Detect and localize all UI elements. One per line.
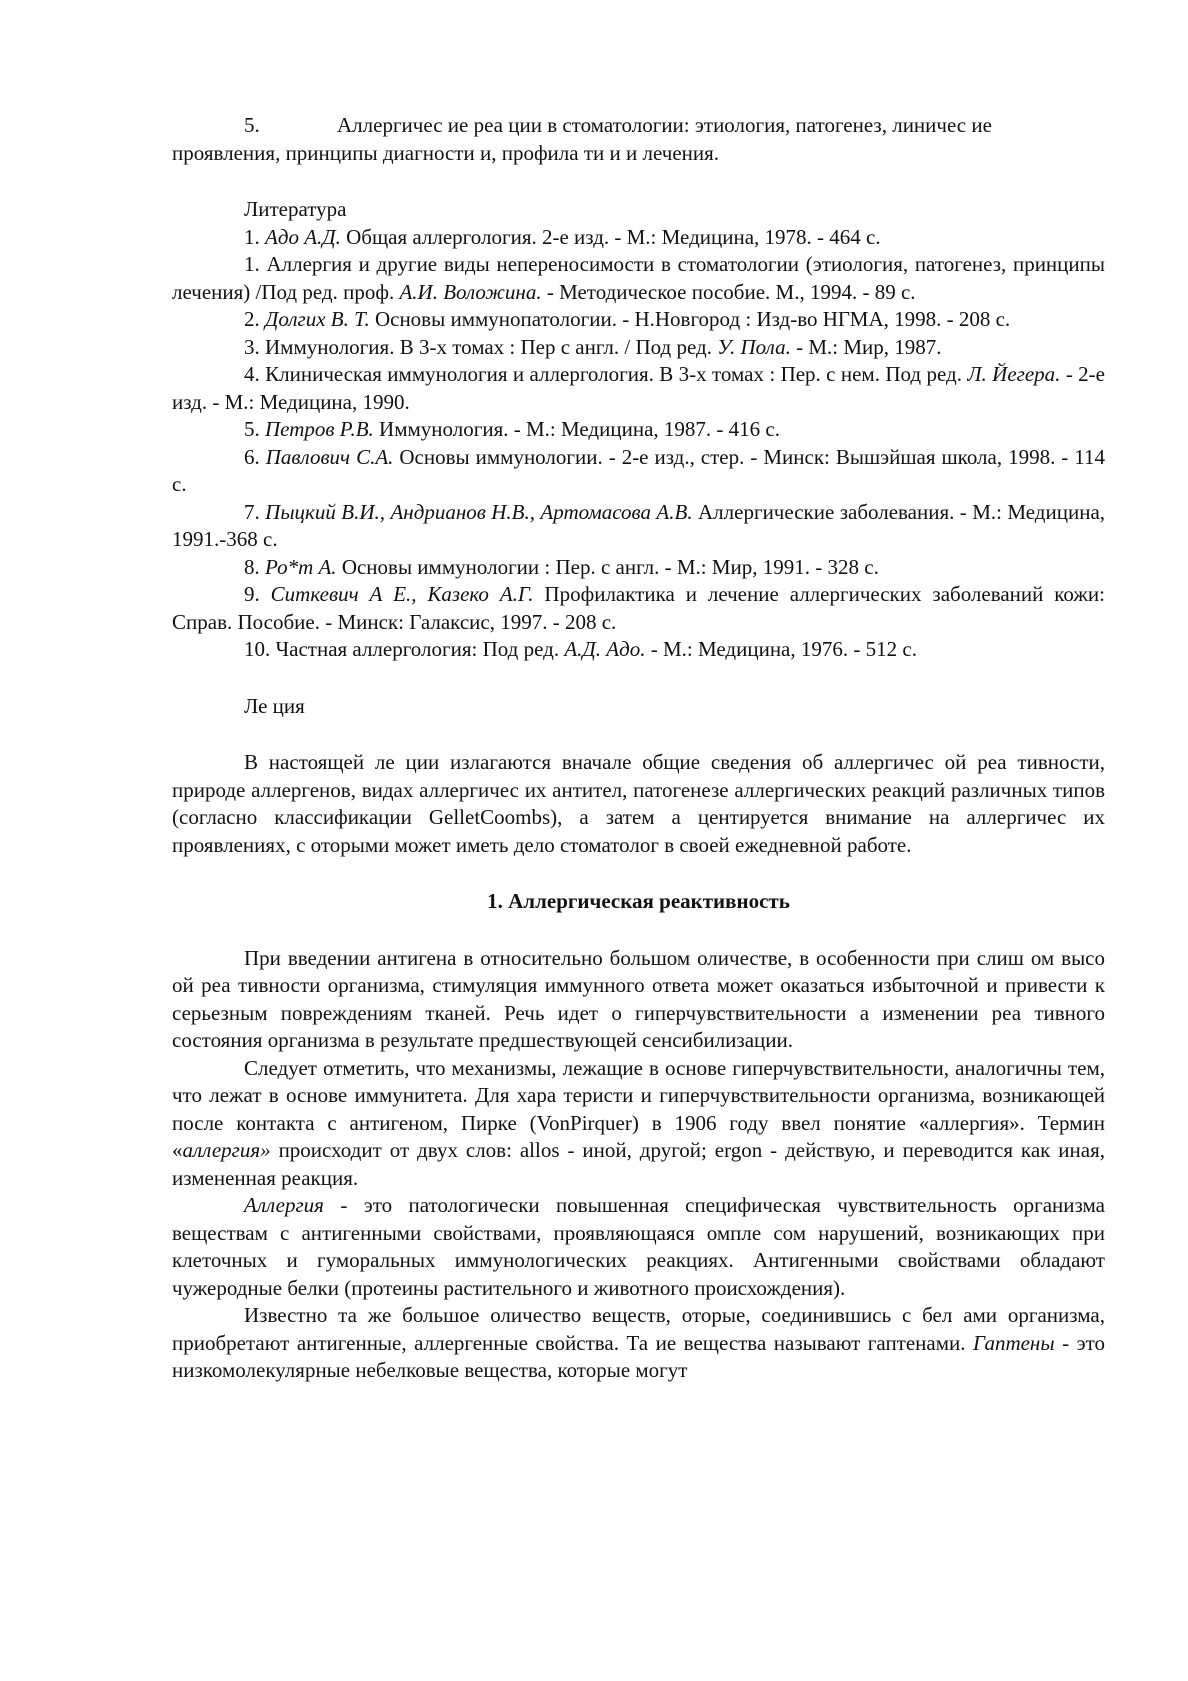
reference-author: Петров Р.В. <box>265 417 374 441</box>
reference-item: 4. Клиническая иммунология и аллергология. В 3-х томах : Пер. с нем. Под ред. Л. Йегера. - 2-е изд. - М.: Медицина, 1990. <box>172 362 1105 414</box>
paragraph-allergy-definition: Аллергия - это патологически повышенная специфическая чувствительность организма веществам с антигенными свойствами, проявляющаяся омпле сом нарушений, возникающих при клеточных и гуморальных иммунологических реакциях. Антигенными свойствами обладают чужеродные белки (протеины растительного и животного происхождения). <box>172 1193 1105 1300</box>
section-title: 1. Аллергическая реактивность <box>487 889 790 913</box>
reference-item: 1. Аллергия и другие виды непереносимости в стоматологии (этиология, патогенез, принципы лечения) /Под ред. проф. А.И. Воложина. - Методическое пособие. М., 1994. - 89 с. <box>172 252 1105 304</box>
question-text-line1: Аллергичес ие реа ции в стоматологии: этиология, патогенез, линичес ие <box>337 113 992 137</box>
term-allergy-quoted: аллергия» <box>182 1138 271 1162</box>
document-page <box>172 112 1105 1385</box>
paragraph-haptens: Известно та же большое оличество веществ, оторые, соединившись с бел ами организма, приобретают антигенные, аллергенные свойства. Та ие вещества называют гаптенами. Гаптены - это низкомолекулярные небелковые вещества, которые могут <box>172 1303 1105 1382</box>
lecture-heading: Ле ция <box>244 693 305 718</box>
reference-author: Ро*т А. <box>265 554 337 579</box>
reference-item: 3. Иммунология. В 3-х томах : Пер с англ. / Под ред. У. Пола. - М.: Мир, 1987. <box>244 334 942 359</box>
literature-heading: Литература <box>244 197 347 221</box>
reference-item: 1. Адо А.Д. Общая аллергология. 2-е изд. - М.: Медицина, 1978. - 464 с. <box>244 224 881 249</box>
reference-author: А.И. Воложина. <box>399 279 542 304</box>
reference-author: Адо А.Д. <box>265 224 341 249</box>
reference-author: Павлович С.А. <box>265 444 394 469</box>
reference-item: 10. Частная аллергология: Под ред. А.Д. Адо. - М.: Медицина, 1976. - 512 с. <box>244 637 917 661</box>
term-haptens: Гаптены <box>973 1330 1055 1355</box>
reference-item: 2. Долгих В. Т. Основы иммунопатологии. - Н.Новгород : Изд-во НГМА, 1998. - 208 с. <box>244 307 1011 331</box>
reference-item: 9. Ситкевич А Е., Казеко А.Г. Профилактика и лечение аллергических заболеваний кожи: Справ. Пособие. - Минск: Галаксис, 1997. - 208 с. <box>172 582 1105 634</box>
reference-item: 8. Ро*т А. Основы иммунологии : Пер. с англ. - М.: Мир, 1991. - 328 с. <box>244 554 879 579</box>
term-allergy: Аллергия <box>244 1193 324 1217</box>
reference-author: А.Д. Адо. <box>564 637 646 661</box>
lecture-intro: В настоящей ле ции излагаются вначале общие сведения об аллергичес ой реа тивности, природе аллергенов, видах аллергичес их антител, патогенезе аллергических реакций различных типов (согласно классификации GelletCoombs), а затем а центируется внимание на аллергичес их проявлениях, с оторыми может иметь дело стоматолог в своей ежедневной работе. <box>172 750 1105 857</box>
question-5 <box>172 112 1105 140</box>
reference-item: 5. Петров Р.В. Иммунология. - М.: Медицина, 1987. - 416 с. <box>244 417 780 441</box>
paragraph-mechanisms: Следует отметить, что механизмы, лежащие в основе гиперчувствительности, аналогичны тем, что лежат в основе иммунитета. Для хара теристи и гиперчувствительности организма, возникающей после контакта с антигеном, Пирке (VonPirquer) в 1906 году ввел понятие «аллергия». Термин «аллергия» происходит от двух слов: allos - иной, другой; ergon - действую, и переводится как иная, измененная реакция. <box>172 1055 1105 1190</box>
reference-author: Ситкевич А Е., Казеко А.Г. <box>270 582 534 606</box>
reference-author: Пыцкий В.И., Андрианов Н.В., Артомасова А.В. <box>265 499 693 524</box>
reference-list <box>172 224 1105 664</box>
reference-author: Л. Йегера. <box>967 362 1061 386</box>
reference-author: Долгих В. Т. <box>265 307 370 331</box>
paragraph-hypersensitivity: При введении антигена в относительно большом оличестве, в особенности при слиш ом высо ой реа тивности организма, стимуляция иммунного ответа может оказаться избыточной и привести к серьезным повреждениям тканей. Речь идет о гиперчувствительности а изменении реа тивного состояния организма в результате предшествующей сенсибилизации. <box>172 945 1105 1052</box>
reference-item: 6. Павлович С.А. Основы иммунологии. - 2-е изд., стер. - Минск: Вышэйшая школа, 1998. - 114 с. <box>172 444 1106 496</box>
question-number: 5. <box>244 113 260 137</box>
reference-author: У. Пола. <box>717 334 791 359</box>
reference-item: 7. Пыцкий В.И., Андрианов Н.В., Артомасова А.В. Аллергические заболевания. - М.: Медицина, 1991.-368 с. <box>172 499 1106 551</box>
question-text-line2: проявления, принципы диагности и, профила ти и и лечения. <box>172 140 720 165</box>
